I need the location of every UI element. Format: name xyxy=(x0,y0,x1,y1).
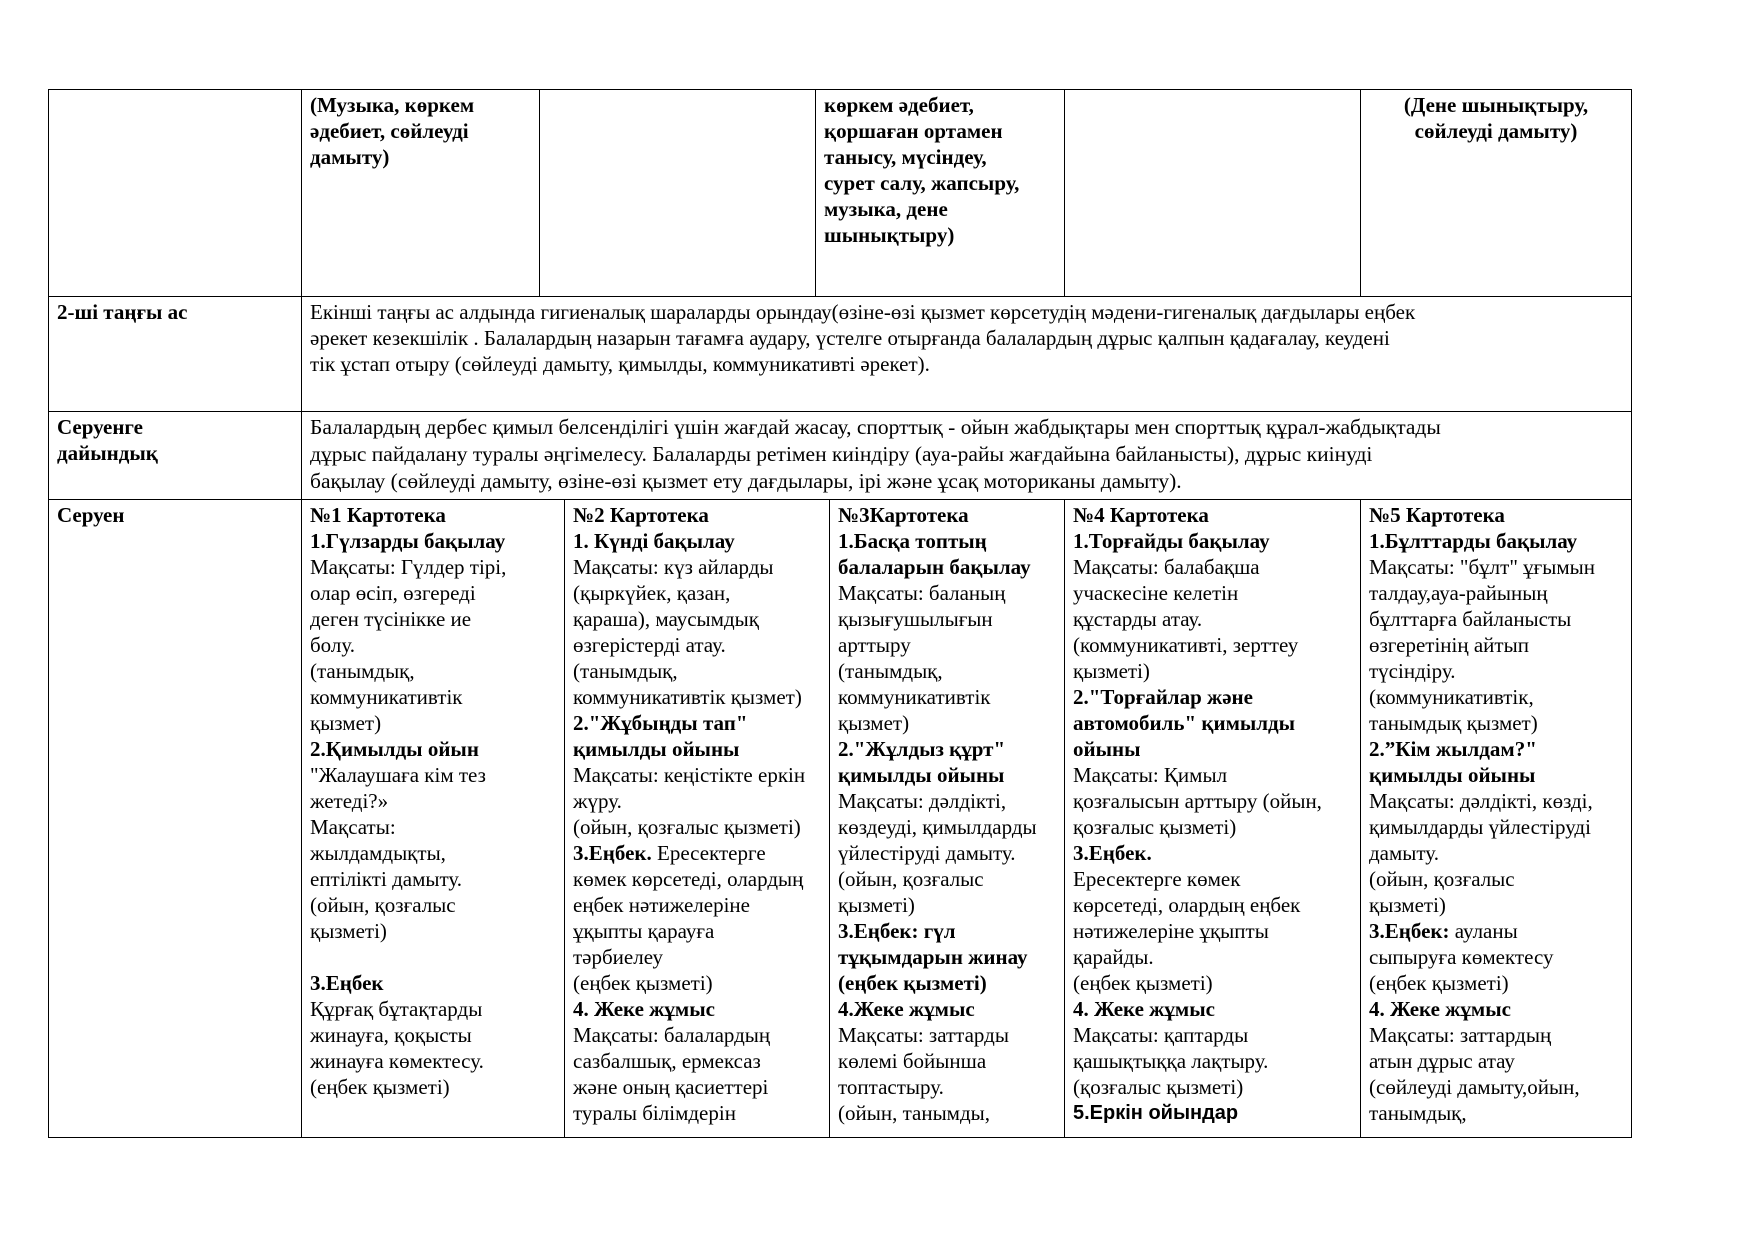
card-line: №2 Картотека xyxy=(573,503,709,527)
card-line: 1.Гүлзарды бақылау xyxy=(310,529,506,553)
card-line: қызметі) xyxy=(1073,659,1150,683)
card-line: қызметі) xyxy=(838,893,915,917)
card-line: көмек көрсетеді, олардың xyxy=(573,867,804,891)
card-line: коммуникативтік xyxy=(310,685,463,709)
card-line: 4. Жеке жұмыс xyxy=(1073,997,1215,1021)
card-line: қашықтыққа лақтыру. xyxy=(1073,1049,1269,1073)
card-line: коммуникативтік қызмет) xyxy=(573,685,802,709)
card-line: 1.Торғайды бақылау xyxy=(1073,529,1270,553)
card-line: үйлестіруді дамыту. xyxy=(838,841,1016,865)
card-line: учаскесіне келетін xyxy=(1073,581,1239,605)
card-line: жинауға көмектесу. xyxy=(310,1049,484,1073)
card-line: (ойын, қозғалыс xyxy=(1369,867,1515,891)
card-line: №1 Картотека xyxy=(310,503,446,527)
card-line: 3.Еңбек xyxy=(310,971,384,995)
card-line: қызығушылығын xyxy=(838,607,993,631)
card-line: 4. Жеке жұмыс xyxy=(1369,997,1511,1021)
card-line: №3Картотека xyxy=(838,503,969,527)
card-line: дамыту. xyxy=(1369,841,1439,865)
card-line: жүру. xyxy=(573,789,622,813)
walk-card-1 xyxy=(302,500,565,1138)
card-line: құстарды атау. xyxy=(1073,607,1203,631)
card-line: Мақсаты: Қимыл xyxy=(1073,763,1228,787)
card-line: 1. Күнді бақылау xyxy=(573,529,735,553)
card-line xyxy=(573,840,821,866)
table-row-top xyxy=(49,90,1632,297)
card-line: 2."Жұлдыз құрт" xyxy=(838,737,1006,761)
card-line: Мақсаты: xyxy=(310,815,396,839)
card-line: еңбек нәтижелеріне xyxy=(573,893,750,917)
card-line: Құрғақ бұтақтарды xyxy=(310,997,483,1021)
card-line: қызметі) xyxy=(1369,893,1446,917)
card-line: (еңбек қызметі) xyxy=(838,971,987,995)
card-line: Мақсаты: заттардың xyxy=(1369,1023,1552,1047)
card-line: танымдық қызмет) xyxy=(1369,711,1538,735)
card-line: көздеуді, қимылдарды xyxy=(838,815,1037,839)
text-line: көркем әдебиет, xyxy=(824,93,974,117)
card-line: Мақсаты: "бұлт" ұғымын xyxy=(1369,555,1596,579)
card-line: сазбалшық, ермексаз xyxy=(573,1049,761,1073)
text-line: дұрыс пайдалану туралы әңгімелесу. Балаларды ретімен киіндіру (ауа-райы жағдайына байланысты), дұрыс киінуді xyxy=(310,442,1373,466)
card-line: қимылды ойыны xyxy=(1369,763,1536,787)
card-line: 4. Жеке жұмыс xyxy=(573,997,715,1021)
card-line: атын дұрыс атау xyxy=(1369,1049,1515,1073)
card-line: 4.Жеке жұмыс xyxy=(838,997,975,1021)
row1-col3-cell xyxy=(540,90,816,297)
card-line: (танымдық, xyxy=(573,659,678,683)
card-line: топтастыру. xyxy=(838,1075,944,1099)
card-line: 2."Жұбыңды тап" xyxy=(573,711,748,735)
table-row-walk-prep xyxy=(49,412,1632,500)
card-line: өзгеретінің айтып xyxy=(1369,633,1529,657)
card-line: ұқыпты қарауға xyxy=(573,919,715,943)
card-line: деген түсінікке ие xyxy=(310,607,472,631)
card-line: жинауға, қоқысты xyxy=(310,1023,472,1047)
card-line-heading: 3.Еңбек: xyxy=(1369,919,1450,943)
card-line: танымдық, xyxy=(1369,1101,1467,1125)
card-line: "Жалаушаға кім тез xyxy=(310,763,486,787)
text-line: шынықтыру) xyxy=(824,223,955,247)
card-line: Мақсаты: заттарды xyxy=(838,1023,1009,1047)
card-line: 2.”Кім жылдам?" xyxy=(1369,737,1537,761)
card-line: қызмет) xyxy=(838,711,910,735)
card-line: (қыркүйек, қазан, xyxy=(573,581,731,605)
card-line: №5 Картотека xyxy=(1369,503,1505,527)
text-line: дайындық xyxy=(57,441,158,465)
breakfast-label: 2-ші таңғы ас xyxy=(49,297,302,412)
card-line: қараша), маусымдық xyxy=(573,607,759,631)
text-line: Серуенге xyxy=(57,415,143,439)
card-line: қызмет) xyxy=(310,711,382,735)
card-line: қарайды. xyxy=(1073,945,1154,969)
text-line: (Дене шынықтыру, xyxy=(1403,93,1589,117)
card-line: арттыру xyxy=(838,633,911,657)
card-line: болу. xyxy=(310,633,356,657)
card-line: Ересектерге көмек xyxy=(1073,867,1241,891)
card-line: (сөйлеуді дамыту,ойын, xyxy=(1369,1075,1580,1099)
card-line: 5.Еркін ойындар xyxy=(1073,1102,1239,1124)
card-line: Мақсаты: дәлдікті, көзді, xyxy=(1369,789,1593,813)
card-line: 1.Бұлттарды бақылау xyxy=(1369,529,1578,553)
card-line-heading: 3.Еңбек. xyxy=(573,841,652,865)
card-line: қызметі) xyxy=(310,919,387,943)
card-line-rest: Ересектерге xyxy=(651,841,766,865)
row1-col2-cell xyxy=(302,90,540,297)
card-line: Мақсаты: кеңістікте еркін xyxy=(573,763,806,787)
card-line: 3.Еңбек: гүл xyxy=(838,919,956,943)
card-line: (ойын, қозғалыс xyxy=(838,867,984,891)
card-line: Мақсаты: балабақша xyxy=(1073,555,1260,579)
card-line: балаларын бақылау xyxy=(838,555,1031,579)
row1-col6-cell xyxy=(1361,90,1632,297)
card-line: (коммуникативтік, xyxy=(1369,685,1534,709)
text-line: әрекет кезекшілік . Балалардың назарын тағамға аудару, үстелге отырғанда балалардың дұрыс қалпын қадағалау, кеудені xyxy=(310,326,1390,350)
card-line: қимылды ойыны xyxy=(573,737,740,761)
card-line: қимылды ойыны xyxy=(838,763,1005,787)
card-line: ойыны xyxy=(1073,737,1141,761)
card-line: 1.Басқа топтың xyxy=(838,529,987,553)
text-line: Екінші таңғы ас алдында гигиеналық шараларды орындау(өзіне-өзі қызмет көрсетудің мәдени-гигеналық дағдылары еңбек xyxy=(310,300,1416,324)
card-line: (танымдық, xyxy=(838,659,943,683)
walk-card-4 xyxy=(1065,500,1361,1138)
card-line: ептілікті дамыту. xyxy=(310,867,463,891)
card-line: №4 Картотека xyxy=(1073,503,1209,527)
card-line: және оның қасиеттері xyxy=(573,1075,769,1099)
card-line: қимылдарды үйлестіруді xyxy=(1369,815,1591,839)
walk-prep-text-cell xyxy=(302,412,1632,500)
card-line: қозғалыс қызметі) xyxy=(1073,815,1237,839)
card-line: 2."Торғайлар және xyxy=(1073,685,1253,709)
table-row-breakfast xyxy=(49,297,1632,412)
card-line: автомобиль" қимылды xyxy=(1073,711,1296,735)
card-line xyxy=(1369,918,1623,944)
schedule-table xyxy=(48,89,1632,1138)
card-line: көрсетеді, олардың еңбек xyxy=(1073,893,1301,917)
row1-label-cell xyxy=(49,90,302,297)
text-line: сурет салу, жапсыру, xyxy=(824,171,1020,195)
card-line: (ойын, танымды, xyxy=(838,1101,991,1125)
text-line: музыка, дене xyxy=(824,197,948,221)
card-line: түсіндіру. xyxy=(1369,659,1456,683)
row1-col4-cell xyxy=(816,90,1065,297)
walk-card-3 xyxy=(830,500,1065,1138)
text-line: танысу, мүсіндеу, xyxy=(824,145,987,169)
table-row-walk xyxy=(49,500,1632,1138)
card-line: Мақсаты: күз айларды xyxy=(573,555,774,579)
card-line: нәтижелеріне ұқыпты xyxy=(1073,919,1269,943)
card-line: тұқымдарын жинау xyxy=(838,945,1028,969)
text-line: бақылау (сөйлеуді дамыту, өзіне-өзі қызмет ету дағдылары, ірі және ұсақ моториканы дамыту). xyxy=(310,469,1182,493)
card-line: (еңбек қызметі) xyxy=(1369,971,1509,995)
card-line: жылдамдықты, xyxy=(310,841,446,865)
card-line: (коммуникативті, зерттеу xyxy=(1073,633,1299,657)
text-line: әдебиет, сөйлеуді xyxy=(310,119,469,143)
text-line: дамыту) xyxy=(310,145,390,169)
walk-card-5 xyxy=(1361,500,1632,1138)
card-line: (қозғалыс қызметі) xyxy=(1073,1075,1244,1099)
card-line: коммуникативтік xyxy=(838,685,991,709)
card-line: туралы білімдерін xyxy=(573,1101,736,1125)
card-line: (еңбек қызметі) xyxy=(310,1075,450,1099)
walk-label: Серуен xyxy=(49,500,302,1138)
card-line: Мақсаты: дәлдікті, xyxy=(838,789,1007,813)
card-line: бұлттарға байланысты xyxy=(1369,607,1572,631)
card-line: 2.Қимылды ойын xyxy=(310,737,479,761)
card-line: (еңбек қызметі) xyxy=(573,971,713,995)
card-line: Мақсаты: балалардың xyxy=(573,1023,771,1047)
card-line: (еңбек қызметі) xyxy=(1073,971,1213,995)
walk-card-2 xyxy=(565,500,830,1138)
card-line: Мақсаты: баланың xyxy=(838,581,1006,605)
breakfast-text-cell xyxy=(302,297,1632,412)
card-line: тәрбиелеу xyxy=(573,945,664,969)
card-line: жетеді?» xyxy=(310,789,389,813)
row1-col5-cell xyxy=(1065,90,1361,297)
card-line: (ойын, қозғалыс қызметі) xyxy=(573,815,801,839)
card-line: сыпыруға көмектесу xyxy=(1369,945,1554,969)
text-line: (Музыка, көркем xyxy=(310,93,475,117)
blank-line xyxy=(310,944,556,970)
walk-prep-label xyxy=(49,412,302,500)
card-line-rest: ауланы xyxy=(1449,919,1518,943)
card-line: 3.Еңбек. xyxy=(1073,841,1152,865)
card-line: (ойын, қозғалыс xyxy=(310,893,456,917)
card-line: (танымдық, xyxy=(310,659,415,683)
text-line: сөйлеуді дамыту) xyxy=(1414,119,1578,143)
card-line: Мақсаты: Гүлдер тірі, xyxy=(310,555,507,579)
card-line: өзгерістерді атау. xyxy=(573,633,726,657)
card-line: көлемі бойынша xyxy=(838,1049,987,1073)
card-line: қозғалысын арттыру (ойын, xyxy=(1073,789,1322,813)
text-line: қоршаған ортамен xyxy=(824,119,1003,143)
card-line: олар өсіп, өзгереді xyxy=(310,581,476,605)
text-line: тік ұстап отыру (сөйлеуді дамыту, қимылды, коммуникативті әрекет). xyxy=(310,352,930,376)
card-line: Мақсаты: қаптарды xyxy=(1073,1023,1249,1047)
text-line: Балалардың дербес қимыл белсенділігі үшін жағдай жасау, спорттық - ойын жабдықтары мен спорттық құрал-жабдықтады xyxy=(310,415,1441,439)
card-line: талдау,ауа-райының xyxy=(1369,581,1548,605)
